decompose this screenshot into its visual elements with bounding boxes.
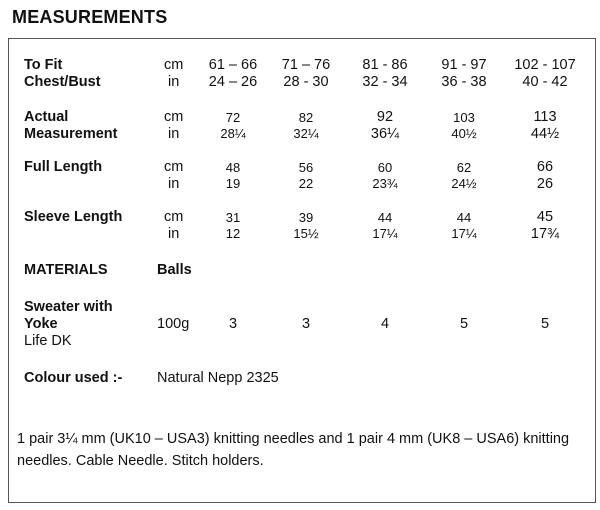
full-length-in: 24½ [451, 176, 477, 191]
unit-cm: cm [164, 109, 184, 125]
size-in: 28 - 30 [283, 74, 329, 90]
actual-in: 40½ [451, 126, 477, 141]
full-length-in: 19 [225, 176, 241, 191]
balls-count: 3 [228, 316, 238, 332]
size-cm: 102 - 107 [514, 57, 576, 73]
sleeve-length-in: 17¼ [451, 226, 477, 241]
measurement-label: Measurement [24, 126, 118, 142]
full-length-cm: 66 [536, 159, 554, 175]
size-in: 36 - 38 [441, 74, 487, 90]
actual-cm: 92 [376, 109, 394, 125]
full-length-in: 22 [298, 176, 314, 191]
size-in: 24 – 26 [208, 74, 258, 90]
balls-count: 3 [301, 316, 311, 332]
size-cm: 91 - 97 [441, 57, 487, 73]
page-title: MEASUREMENTS [12, 7, 168, 27]
actual-cm: 72 [225, 110, 241, 125]
balls-count: 4 [380, 316, 390, 332]
balls-count: 5 [459, 316, 469, 332]
needles-text: 1 pair 3¼ mm (UK10 – USA3) knitting needles and 1 pair 4 mm (UK8 – USA6) knitting needles. Cable Needle. Stitch holders. [17, 431, 570, 469]
size-in: 40 - 42 [522, 74, 568, 90]
balls-count: 5 [540, 316, 550, 332]
full-length-in: 23¾ [372, 176, 398, 191]
sleeve-length-cm: 44 [377, 210, 393, 225]
yarn-name: Life DK [24, 333, 72, 349]
size-cm: 81 - 86 [362, 57, 408, 73]
sleeve-length-cm: 31 [225, 210, 241, 225]
unit-in: in [168, 176, 180, 192]
sleeve-length-cm: 39 [298, 210, 314, 225]
balls-label: Balls [157, 262, 192, 278]
size-cm: 71 – 76 [281, 57, 331, 73]
actual-in: 36¼ [370, 126, 400, 142]
sleeve-length-cm: 44 [456, 210, 472, 225]
actual-cm: 103 [453, 110, 475, 125]
ball-weight: 100g [157, 316, 190, 332]
full-length-cm: 56 [298, 160, 314, 175]
sleeve-length-in: 15½ [293, 226, 319, 241]
chest-bust-label: Chest/Bust [24, 74, 101, 90]
full-length-cm: 60 [377, 160, 393, 175]
full-length-label: Full Length [24, 159, 103, 175]
unit-in: in [168, 226, 180, 242]
sleeve-length-label: Sleeve Length [24, 209, 123, 225]
unit-cm: cm [164, 159, 184, 175]
unit-cm: cm [164, 209, 184, 225]
size-in: 32 - 34 [362, 74, 408, 90]
actual-cm: 82 [298, 110, 314, 125]
full-length-in: 26 [536, 176, 554, 192]
yoke-label: Yoke [24, 316, 58, 332]
unit-in: in [168, 74, 180, 90]
sleeve-length-in: 17¾ [530, 226, 560, 242]
sleeve-length-in: 12 [225, 226, 241, 241]
full-length-cm: 62 [456, 160, 472, 175]
actual-in: 44½ [530, 126, 560, 142]
actual-in: 32¼ [293, 126, 319, 141]
colour-label: Colour used :- [24, 370, 123, 386]
actual-in: 28¼ [220, 126, 246, 141]
actual-label: Actual [24, 109, 69, 125]
unit-cm: cm [164, 57, 184, 73]
full-length-cm: 48 [225, 160, 241, 175]
sleeve-length-cm: 45 [536, 209, 554, 225]
size-cm: 61 – 66 [208, 57, 258, 73]
colour-value: Natural Nepp 2325 [157, 370, 279, 386]
actual-cm: 113 [533, 109, 557, 125]
unit-in: in [168, 126, 180, 142]
sweater-label: Sweater with [24, 299, 113, 315]
materials-label: MATERIALS [24, 262, 108, 278]
to-fit-label: To Fit [24, 57, 63, 73]
sleeve-length-in: 17¼ [372, 226, 398, 241]
